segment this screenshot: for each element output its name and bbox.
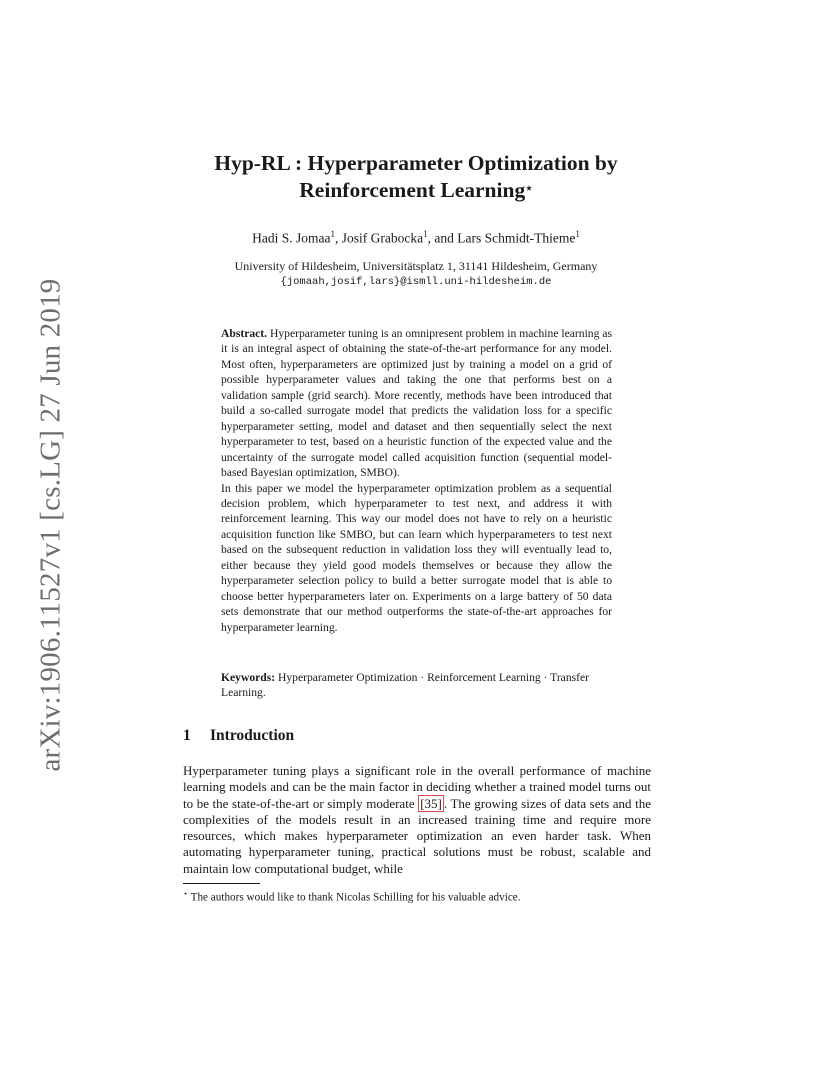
abstract-paragraph-2: In this paper we model the hyperparameter optimization problem as a sequential decision problem, which hyperparameter to test next, and address it with reinforcement learning. This way our model does not have to rely on a heuristic acquisition function like SMBO, but can learn which hyperparameters to test next based on the subsequent reduction in validation loss they will eventually lead to, either because they yield good models themselves or because they allow the hyperparameter selection policy to build a better surrogate model that is able to choose better hyperparameters later on. Experiments on a large battery of 50 data sets demonstrate that our method outperforms the state-of-the-art approaches for hyperparameter learning. <box>221 481 612 634</box>
paper-title <box>140 150 692 204</box>
footnote-text: The authors would like to thank Nicolas Schilling for his valuable advice. <box>188 891 521 904</box>
author-name: Josif Grabocka <box>341 230 424 246</box>
affiliation-text: University of Hildesheim, Universitätsplatz 1, 31141 Hildesheim, Germany <box>234 259 598 273</box>
title-footnote-mark: ⋆ <box>525 181 533 195</box>
footnote-mark: ⋆ <box>183 889 189 898</box>
footnote <box>183 886 651 906</box>
section-heading <box>183 727 294 745</box>
keywords-text: Hyperparameter Optimization · Reinforcement Learning · Transfer Learning. <box>221 671 590 700</box>
abstract-paragraph-1 <box>221 326 612 481</box>
citation-link[interactable]: [35] <box>420 795 442 811</box>
arxiv-sidebar-identifier <box>34 278 67 772</box>
abstract <box>221 326 612 635</box>
footnote-divider <box>183 883 260 884</box>
title-line-2: Reinforcement Learning <box>299 178 526 202</box>
arxiv-id-text: arXiv:1906.11527v1 [cs.LG] 27 Jun 2019 <box>34 278 67 772</box>
intro-text-before-citation: Hyperparameter tuning plays a significant role in the overall performance of machine learning models and can be the main factor in deciding whether a trained model turns out to be the state-of-the-art or simply moderate <box>183 763 651 811</box>
author-name: Hadi S. Jomaa <box>252 230 331 246</box>
intro-text-after-citation: . The growing sizes of data sets and the complexities of the models result in an increased training time and require more resources, which makes hyperparameter optimization an even harder task. When automating hyperparameter tuning, practical solutions must be robust, scalable and maintain low computational budget, while <box>183 795 651 876</box>
author-name: Lars Schmidt-Thieme <box>457 230 576 246</box>
author-emails: {jomaah,josif,lars}@ismll.uni-hildesheim.de <box>280 276 552 288</box>
keywords <box>221 670 612 701</box>
keywords-label: Keywords: <box>221 671 276 684</box>
author-list <box>140 229 692 247</box>
author-affil-mark: 1 <box>423 229 428 239</box>
abstract-text-1: Hyperparameter tuning is an omnipresent problem in machine learning as it is an integral aspect of obtaining the state-of-the-art performance for any model. Most often, hyperparameters are optimized just by training a model on a grid of possible hyperparameter values and taking the one that performs best on a validation sample (grid search). More recently, methods have been introduced that build a so-called surrogate model that predicts the validation loss for a specific hyperparameter setting, model and dataset and then sequentially select the next hyperparameter to test, based on a heuristic function of the expected value and the uncertainty of the surrogate model called acquisition function (sequential model-based Bayesian optimization, SMBO). <box>221 327 612 480</box>
section-title: Introduction <box>210 727 295 744</box>
author-separator: , and <box>427 230 458 246</box>
author-affil-mark: 1 <box>575 229 580 239</box>
section-number: 1 <box>183 727 191 744</box>
affiliation-block <box>140 258 692 290</box>
author-separator: , <box>335 230 342 246</box>
title-line-1: Hyp-RL : Hyperparameter Optimization by <box>214 151 618 175</box>
abstract-label: Abstract. <box>221 327 268 340</box>
author-affil-mark: 1 <box>330 229 336 239</box>
introduction-paragraph <box>183 763 651 877</box>
